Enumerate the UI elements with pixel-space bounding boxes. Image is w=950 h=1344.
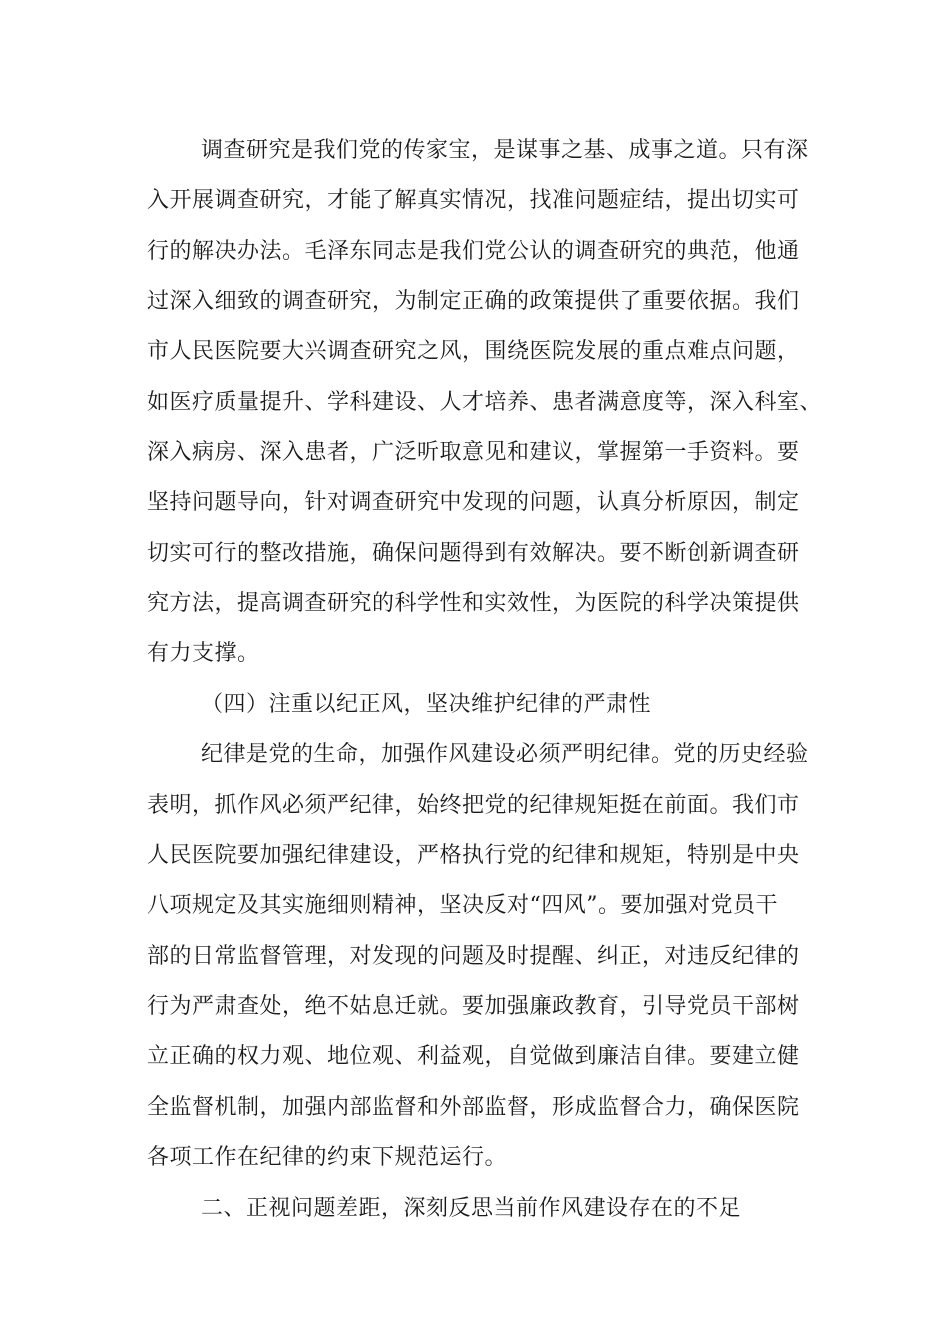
paragraph-line: 究方法，提高调查研究的科学性和实效性，为医院的科学决策提供 <box>147 591 800 616</box>
paragraph-line: 各项工作在纪律的约束下规范运行。 <box>147 1145 508 1170</box>
paragraph-line: 如医疗质量提升、学科建设、人才培养、患者满意度等，深入科室、 <box>147 390 823 415</box>
paragraph-line: 有力支撑。 <box>147 641 260 666</box>
paragraph-line: 坚持问题导向，针对调查研究中发现的问题，认真分析原因，制定 <box>147 490 800 515</box>
section-heading: 二、正视问题差距，深刻反思当前作风建设存在的不足 <box>201 1196 742 1221</box>
paragraph-line: 纪律是党的生命，加强作风建设必须严明纪律。党的历史经验 <box>201 742 809 767</box>
paragraph-line: 行的解决办法。毛泽东同志是我们党公认的调查研究的典范，他通 <box>147 239 800 264</box>
paragraph-line: 深入病房、深入患者，广泛听取意见和建议，掌握第一手资料。要 <box>147 440 800 465</box>
paragraph-line: 表明，抓作风必须严纪律，始终把党的纪律规矩挺在前面。我们市 <box>147 793 800 818</box>
paragraph-line: 调查研究是我们党的传家宝，是谋事之基、成事之道。只有深 <box>201 138 809 163</box>
paragraph-line: 行为严肃查处，绝不姑息迁就。要加强廉政教育，引导党员干部树 <box>147 994 800 1019</box>
paragraph-line: 市人民医院要大兴调查研究之风，围绕医院发展的重点难点问题， <box>147 339 800 364</box>
paragraph-line: 人民医院要加强纪律建设，严格执行党的纪律和规矩，特别是中央 <box>147 843 800 868</box>
paragraph-line: 过深入细致的调查研究，为制定正确的政策提供了重要依据。我们 <box>147 289 800 314</box>
paragraph-line: 八项规定及其实施细则精神，坚决反对“四风”。要加强对党员干 <box>147 893 778 918</box>
paragraph-line: 入开展调查研究，才能了解真实情况，找准问题症结，提出切实可 <box>147 188 800 213</box>
section-heading: （四）注重以纪正风，坚决维护纪律的严肃性 <box>201 692 652 717</box>
paragraph-line: 全监督机制，加强内部监督和外部监督，形成监督合力，确保医院 <box>147 1095 800 1120</box>
paragraph-line: 切实可行的整改措施，确保问题得到有效解决。要不断创新调查研 <box>147 541 800 566</box>
paragraph-line: 立正确的权力观、地位观、利益观，自觉做到廉洁自律。要建立健 <box>147 1044 800 1069</box>
paragraph-line: 部的日常监督管理，对发现的问题及时提醒、纠正，对违反纪律的 <box>147 944 800 969</box>
